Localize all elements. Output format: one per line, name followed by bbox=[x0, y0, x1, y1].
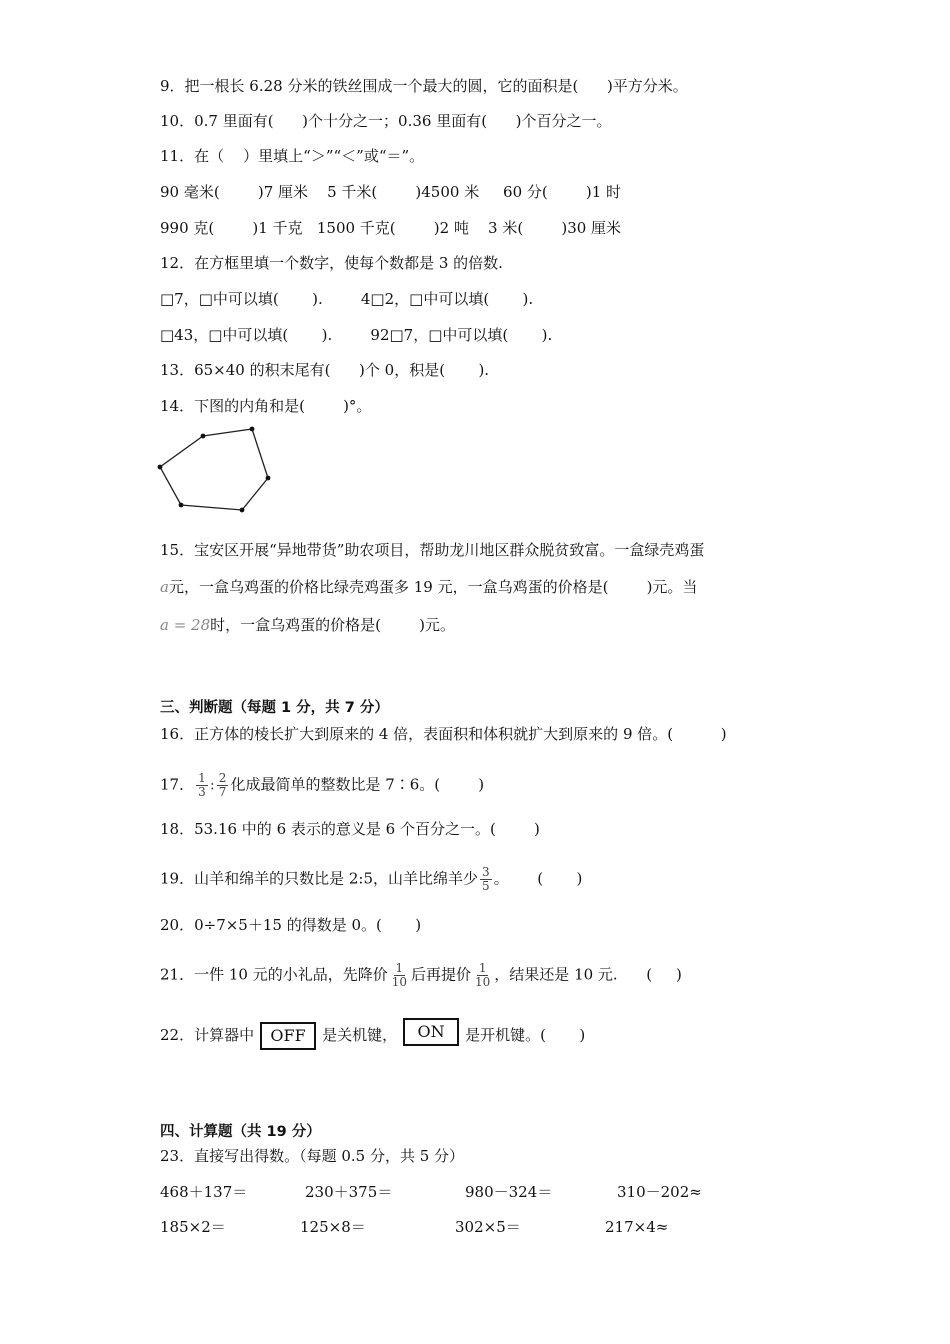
question-23: 23．直接写出得数。（每题 0.5 分，共 5 分） bbox=[160, 1147, 465, 1165]
fraction-one-tenth bbox=[473, 962, 492, 989]
calc-item: 468＋137＝ bbox=[160, 1183, 248, 1201]
fraction-three-fifths bbox=[480, 866, 492, 893]
fraction-one-third bbox=[196, 772, 208, 799]
fraction-numerator: 3 bbox=[482, 865, 490, 879]
question-15-text-2: 元，一盒乌鸡蛋的价格比绿壳鸡蛋多 19 元，一盒乌鸡蛋的价格是( )元。当 bbox=[168, 578, 698, 596]
variable-a: a bbox=[160, 578, 169, 596]
question-9: 9．把一根长 6.28 分米的铁丝围成一个最大的圆，它的面积是( )平方分米。 bbox=[160, 77, 688, 95]
fraction-numerator: 1 bbox=[395, 961, 404, 975]
question-16: 16．正方体的棱长扩大到原来的 4 倍，表面积和体积就扩大到原来的 9 倍。( ) bbox=[160, 725, 727, 743]
on-key-box: ON bbox=[403, 1018, 459, 1046]
question-21-mid: 后再提价 bbox=[411, 965, 472, 984]
calc-item: 310－202≈ bbox=[617, 1183, 702, 1201]
fraction-denominator: 7 bbox=[218, 785, 227, 799]
vertex-dot bbox=[240, 508, 245, 513]
question-17 bbox=[160, 772, 484, 799]
calc-item: 980－324＝ bbox=[465, 1183, 553, 1201]
question-11: 11．在（ ）里填上“＞”“＜”或“＝”。 bbox=[160, 147, 425, 165]
pentagon-outline bbox=[160, 429, 268, 510]
question-10: 10．0.7 里面有( )个十分之一；0.36 里面有( )个百分之一。 bbox=[160, 112, 612, 130]
question-22-rest: 是开机键。( ) bbox=[465, 1026, 586, 1044]
calc-item: 230＋375＝ bbox=[305, 1183, 393, 1201]
question-21 bbox=[160, 962, 682, 989]
fraction-numerator: 1 bbox=[478, 961, 487, 975]
question-17-text: 化成最简单的整数比是 7∶6。( ) bbox=[230, 775, 485, 794]
question-19 bbox=[160, 866, 582, 893]
question-21-rest: ，结果还是 10 元. ( ) bbox=[494, 965, 682, 984]
fraction-numerator: 1 bbox=[198, 771, 206, 785]
question-18: 18．53.16 中的 6 表示的意义是 6 个百分之一。( ) bbox=[160, 820, 540, 838]
variable-a-equals: a = 28 bbox=[160, 616, 211, 634]
question-21-text: 21．一件 10 元的小礼品，先降价 bbox=[160, 965, 388, 984]
question-11-row-1: 90 毫米( )7 厘米 5 千米( )4500 米 60 分( )1 时 bbox=[160, 183, 622, 201]
calc-item: 125×8＝ bbox=[300, 1218, 366, 1236]
fraction-denominator: 3 bbox=[198, 785, 206, 799]
calc-item: 217×4≈ bbox=[605, 1218, 669, 1236]
vertex-dot bbox=[179, 503, 184, 508]
fraction-denominator: 10 bbox=[475, 975, 491, 989]
ratio-colon: : bbox=[209, 775, 215, 794]
question-13: 13．65×40 的积末尾有( )个 0，积是( ). bbox=[160, 361, 490, 379]
question-11-row-2: 990 克( )1 千克 1500 千克( )2 吨 3 米( )30 厘米 bbox=[160, 219, 622, 237]
question-19-text: 19．山羊和绵羊的只数比是 2:5，山羊比绵羊少 bbox=[160, 869, 478, 888]
vertex-dot bbox=[266, 476, 271, 481]
question-15-line-3 bbox=[160, 615, 455, 635]
question-12-row-1: □7，□中可以填( ). 4□2，□中可以填( ). bbox=[160, 290, 534, 308]
vertex-dot bbox=[250, 427, 255, 432]
question-12: 12．在方框里填一个数字，使每个数都是 3 的倍数. bbox=[160, 254, 503, 272]
question-17-number: 17． bbox=[160, 775, 195, 794]
fraction-one-tenth bbox=[390, 962, 409, 989]
section-3-title: 三、判断题（每题 1 分，共 7 分） bbox=[160, 700, 389, 716]
question-14: 14．下图的内角和是( )°。 bbox=[160, 397, 372, 415]
fraction-denominator: 10 bbox=[391, 975, 407, 989]
question-12-row-2: □43，□中可以填( ). 92□7，□中可以填( ). bbox=[160, 326, 553, 344]
question-15-line-1: 15．宝安区开展“异地带货”助农项目，帮助龙川地区群众脱贫致富。一盒绿壳鸡蛋 bbox=[160, 541, 705, 559]
question-20: 20．0÷7×5＋15 的得数是 0。( ) bbox=[160, 916, 422, 934]
pentagon-figure bbox=[150, 420, 280, 520]
question-22 bbox=[160, 1022, 585, 1050]
calc-item: 302×5＝ bbox=[455, 1218, 521, 1236]
question-22-text: 22．计算器中 bbox=[160, 1026, 255, 1044]
calc-item: 185×2＝ bbox=[160, 1218, 226, 1236]
vertex-dot bbox=[201, 434, 206, 439]
fraction-two-sevenths bbox=[217, 772, 229, 799]
section-4-title: 四、计算题（共 19 分） bbox=[160, 1124, 321, 1140]
question-19-rest: 。 ( ) bbox=[493, 869, 583, 888]
vertex-dot bbox=[158, 465, 163, 470]
question-22-mid: 是关机键， bbox=[322, 1026, 398, 1044]
fraction-numerator: 2 bbox=[218, 771, 227, 785]
fraction-denominator: 5 bbox=[482, 879, 490, 893]
question-15-text-3: 时，一盒乌鸡蛋的价格是( )元。 bbox=[210, 616, 455, 634]
off-key-box: OFF bbox=[260, 1022, 316, 1050]
question-15-line-2 bbox=[160, 577, 697, 597]
